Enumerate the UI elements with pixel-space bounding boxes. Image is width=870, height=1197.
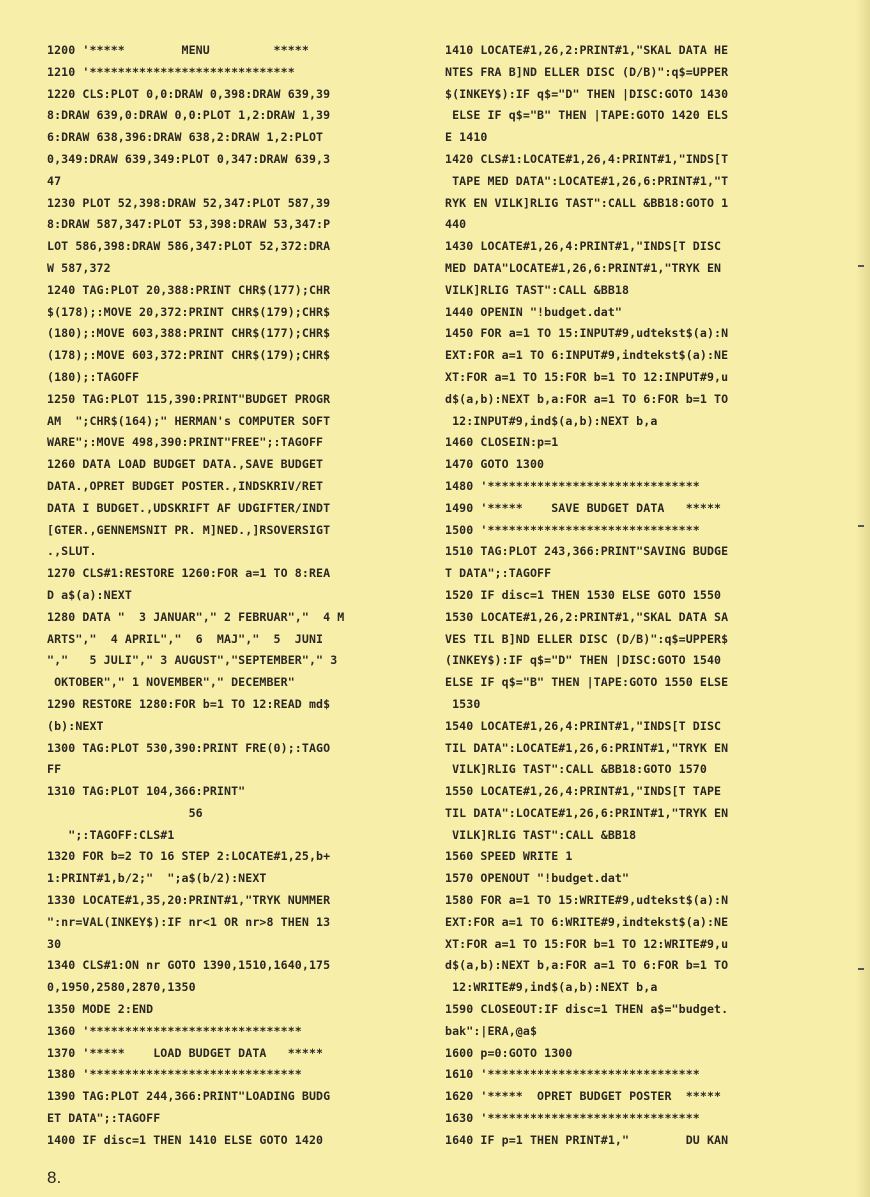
code-line: d$(a,b):NEXT b,a:FOR a=1 TO 6:FOR b=1 TO — [445, 958, 729, 973]
code-line: E 1410 — [445, 130, 488, 145]
code-line: NTES FRA B]ND ELLER DISC (D/B)":q$=UPPER — [445, 64, 729, 79]
code-line: 8:DRAW 587,347:PLOT 53,398:DRAW 53,347:P — [47, 217, 331, 232]
code-line: ":nr=VAL(INKEY$):IF nr<1 OR nr>8 THEN 13 — [47, 914, 331, 929]
code-line: XT:FOR a=1 TO 15:FOR b=1 TO 12:WRITE#9,u — [445, 936, 729, 951]
code-line: 1320 FOR b=2 TO 16 STEP 2:LOCATE#1,25,b+ — [47, 849, 331, 864]
code-line: 6:DRAW 638,396:DRAW 638,2:DRAW 1,2:PLOT — [47, 130, 324, 145]
code-line: 1420 CLS#1:LOCATE#1,26,4:PRINT#1,"INDS[T — [445, 151, 729, 166]
code-line: 1280 DATA " 3 JANUAR"," 2 FEBRUAR"," 4 M — [47, 609, 345, 624]
code-line: 1590 CLOSEOUT:IF disc=1 THEN a$="budget. — [445, 1002, 729, 1017]
code-line: D a$(a):NEXT — [47, 587, 132, 602]
code-line: 1440 OPENIN "!budget.dat" — [445, 304, 623, 319]
code-line: 1330 LOCATE#1,35,20:PRINT#1,"TRYK NUMMER — [47, 893, 331, 908]
code-line: LOT 586,398:DRAW 586,347:PLOT 52,372:DRA — [47, 239, 331, 254]
code-line: AM ";CHR$(164);" HERMAN's COMPUTER SOFT — [47, 413, 331, 428]
right-listing-column — [445, 40, 795, 1152]
code-line: VILK]RLIG TAST":CALL &BB18:GOTO 1570 — [445, 762, 707, 777]
code-line: ARTS"," 4 APRIL"," 6 MAJ"," 5 JUNI — [47, 631, 324, 646]
code-line: TIL DATA":LOCATE#1,26,6:PRINT#1,"TRYK EN — [445, 740, 729, 755]
code-line: 1530 LOCATE#1,26,2:PRINT#1,"SKAL DATA SA — [445, 609, 729, 624]
page-edge — [856, 0, 870, 1197]
code-line: 1570 OPENOUT "!budget.dat" — [445, 871, 630, 886]
code-line: .,SLUT. — [47, 544, 97, 559]
code-line: 0,1950,2580,2870,1350 — [47, 980, 196, 995]
code-line: VES TIL B]ND ELLER DISC (D/B)":q$=UPPER$ — [445, 631, 729, 646]
code-line: 1290 RESTORE 1280:FOR b=1 TO 12:READ md$ — [47, 696, 331, 711]
code-line: DATA.,OPRET BUDGET POSTER.,INDSKRIV/RET — [47, 478, 324, 493]
edge-mark — [858, 968, 864, 970]
code-line: (b):NEXT — [47, 718, 104, 733]
code-line: EXT:FOR a=1 TO 6:WRITE#9,indtekst$(a):NE — [445, 914, 729, 929]
code-line: 8:DRAW 639,0:DRAW 0,0:PLOT 1,2:DRAW 1,39 — [47, 108, 331, 123]
code-line: (178);:MOVE 603,372:PRINT CHR$(179);CHR$ — [47, 348, 331, 363]
code-line: 1360 '****************************** — [47, 1023, 302, 1038]
code-line: 1630 '****************************** — [445, 1111, 700, 1126]
code-line: TAPE MED DATA":LOCATE#1,26,6:PRINT#1,"T — [445, 173, 729, 188]
code-line: TIL DATA":LOCATE#1,26,6:PRINT#1,"TRYK EN — [445, 805, 729, 820]
code-line: (180);:MOVE 603,388:PRINT CHR$(177);CHR$ — [47, 326, 331, 341]
code-line: 1430 LOCATE#1,26,4:PRINT#1,"INDS[T DISC — [445, 239, 722, 254]
code-line: 1400 IF disc=1 THEN 1410 ELSE GOTO 1420 — [47, 1132, 324, 1147]
code-line: 12:INPUT#9,ind$(a,b):NEXT b,a — [445, 413, 658, 428]
code-line: 1390 TAG:PLOT 244,366:PRINT"LOADING BUDG — [47, 1089, 331, 1104]
code-line: DATA I BUDGET.,UDSKRIFT AF UDGIFTER/INDT — [47, 500, 331, 515]
code-line: 1370 '***** LOAD BUDGET DATA ***** — [47, 1045, 324, 1060]
code-line: 1:PRINT#1,b/2;" ";a$(b/2):NEXT — [47, 871, 267, 886]
code-line: EXT:FOR a=1 TO 6:INPUT#9,indtekst$(a):NE — [445, 348, 729, 363]
code-line: $(INKEY$):IF q$="D" THEN |DISC:GOTO 1430 — [445, 86, 729, 101]
code-line: VILK]RLIG TAST":CALL &BB18 — [445, 282, 630, 297]
code-line: 1410 LOCATE#1,26,2:PRINT#1,"SKAL DATA HE — [445, 43, 729, 57]
code-line: ELSE IF q$="B" THEN |TAPE:GOTO 1550 ELSE — [445, 675, 729, 690]
code-line: 1210 '***************************** — [47, 64, 295, 79]
edge-mark — [858, 265, 864, 267]
page-number: 8. — [47, 1168, 62, 1187]
code-line: 47 — [47, 173, 62, 188]
code-line: 1520 IF disc=1 THEN 1530 ELSE GOTO 1550 — [445, 587, 722, 602]
code-line: (INKEY$):IF q$="D" THEN |DISC:GOTO 1540 — [445, 653, 722, 668]
code-line: 1260 DATA LOAD BUDGET DATA.,SAVE BUDGET — [47, 457, 324, 472]
code-line: 1450 FOR a=1 TO 15:INPUT#9,udtekst$(a):N — [445, 326, 729, 341]
code-line: 1470 GOTO 1300 — [445, 457, 545, 472]
code-line: 1300 TAG:PLOT 530,390:PRINT FRE(0);:TAGO — [47, 740, 331, 755]
code-line: 440 — [445, 217, 467, 232]
code-line: 1640 IF p=1 THEN PRINT#1," DU KAN — [445, 1132, 729, 1147]
code-line: 1540 LOCATE#1,26,4:PRINT#1,"INDS[T DISC — [445, 718, 722, 733]
code-line: 1340 CLS#1:ON nr GOTO 1390,1510,1640,175 — [47, 958, 331, 973]
code-line: 1480 '****************************** — [445, 478, 700, 493]
code-line: 1580 FOR a=1 TO 15:WRITE#9,udtekst$(a):N — [445, 893, 729, 908]
code-line: 1610 '****************************** — [445, 1067, 700, 1082]
code-line: 0,349:DRAW 639,349:PLOT 0,347:DRAW 639,3 — [47, 151, 331, 166]
code-line: 1530 — [445, 696, 481, 711]
code-line: 1230 PLOT 52,398:DRAW 52,347:PLOT 587,39 — [47, 195, 331, 210]
code-line: 1310 TAG:PLOT 104,366:PRINT" — [47, 784, 246, 799]
code-line: W 587,372 — [47, 260, 111, 275]
code-line: ET DATA";:TAGOFF — [47, 1111, 161, 1126]
code-line: 1620 '***** OPRET BUDGET POSTER ***** — [445, 1089, 722, 1104]
edge-mark — [858, 525, 864, 527]
code-line: 1460 CLOSEIN:p=1 — [445, 435, 559, 450]
code-line: 1350 MODE 2:END — [47, 1002, 154, 1017]
left-listing-column — [47, 40, 397, 1152]
code-line: 1200 '***** MENU ***** — [47, 43, 309, 57]
code-line: WARE";:MOVE 498,390:PRINT"FREE";:TAGOFF — [47, 435, 324, 450]
code-line: 1490 '***** SAVE BUDGET DATA ***** — [445, 500, 722, 515]
code-line: 30 — [47, 936, 62, 951]
code-line: 1600 p=0:GOTO 1300 — [445, 1045, 573, 1060]
code-line: $(178);:MOVE 20,372:PRINT CHR$(179);CHR$ — [47, 304, 331, 319]
code-line: [GTER.,GENNEMSNIT PR. M]NED.,]RSOVERSIGT — [47, 522, 331, 537]
code-line: "," 5 JULI"," 3 AUGUST","SEPTEMBER"," 3 — [47, 653, 338, 668]
code-line: OKTOBER"," 1 NOVEMBER"," DECEMBER" — [47, 675, 295, 690]
code-line: 1550 LOCATE#1,26,4:PRINT#1,"INDS[T TAPE — [445, 784, 722, 799]
code-line: 1240 TAG:PLOT 20,388:PRINT CHR$(177);CHR — [47, 282, 331, 297]
code-line: ELSE IF q$="B" THEN |TAPE:GOTO 1420 ELS — [445, 108, 729, 123]
code-line: 1500 '****************************** — [445, 522, 700, 537]
code-line: RYK EN VILK]RLIG TAST":CALL &BB18:GOTO 1 — [445, 195, 729, 210]
code-line: (180);:TAGOFF — [47, 369, 140, 384]
code-line: MED DATA"LOCATE#1,26,6:PRINT#1,"TRYK EN — [445, 260, 722, 275]
code-line: 1250 TAG:PLOT 115,390:PRINT"BUDGET PROGR — [47, 391, 331, 406]
code-line: FF — [47, 762, 62, 777]
code-line: 12:WRITE#9,ind$(a,b):NEXT b,a — [445, 980, 658, 995]
code-line: T DATA";:TAGOFF — [445, 566, 552, 581]
code-line: 1220 CLS:PLOT 0,0:DRAW 0,398:DRAW 639,39 — [47, 86, 331, 101]
code-line: bak":|ERA,@a$ — [445, 1023, 538, 1038]
code-line: 1270 CLS#1:RESTORE 1260:FOR a=1 TO 8:REA — [47, 566, 331, 581]
code-line: 1510 TAG:PLOT 243,366:PRINT"SAVING BUDGE — [445, 544, 729, 559]
code-line: 1380 '****************************** — [47, 1067, 302, 1082]
code-line: XT:FOR a=1 TO 15:FOR b=1 TO 12:INPUT#9,u — [445, 369, 729, 384]
code-line: 1560 SPEED WRITE 1 — [445, 849, 573, 864]
code-line: d$(a,b):NEXT b,a:FOR a=1 TO 6:FOR b=1 TO — [445, 391, 729, 406]
code-line: 56 — [47, 805, 203, 820]
code-line: ";:TAGOFF:CLS#1 — [47, 827, 175, 842]
code-line: VILK]RLIG TAST":CALL &BB18 — [445, 827, 637, 842]
